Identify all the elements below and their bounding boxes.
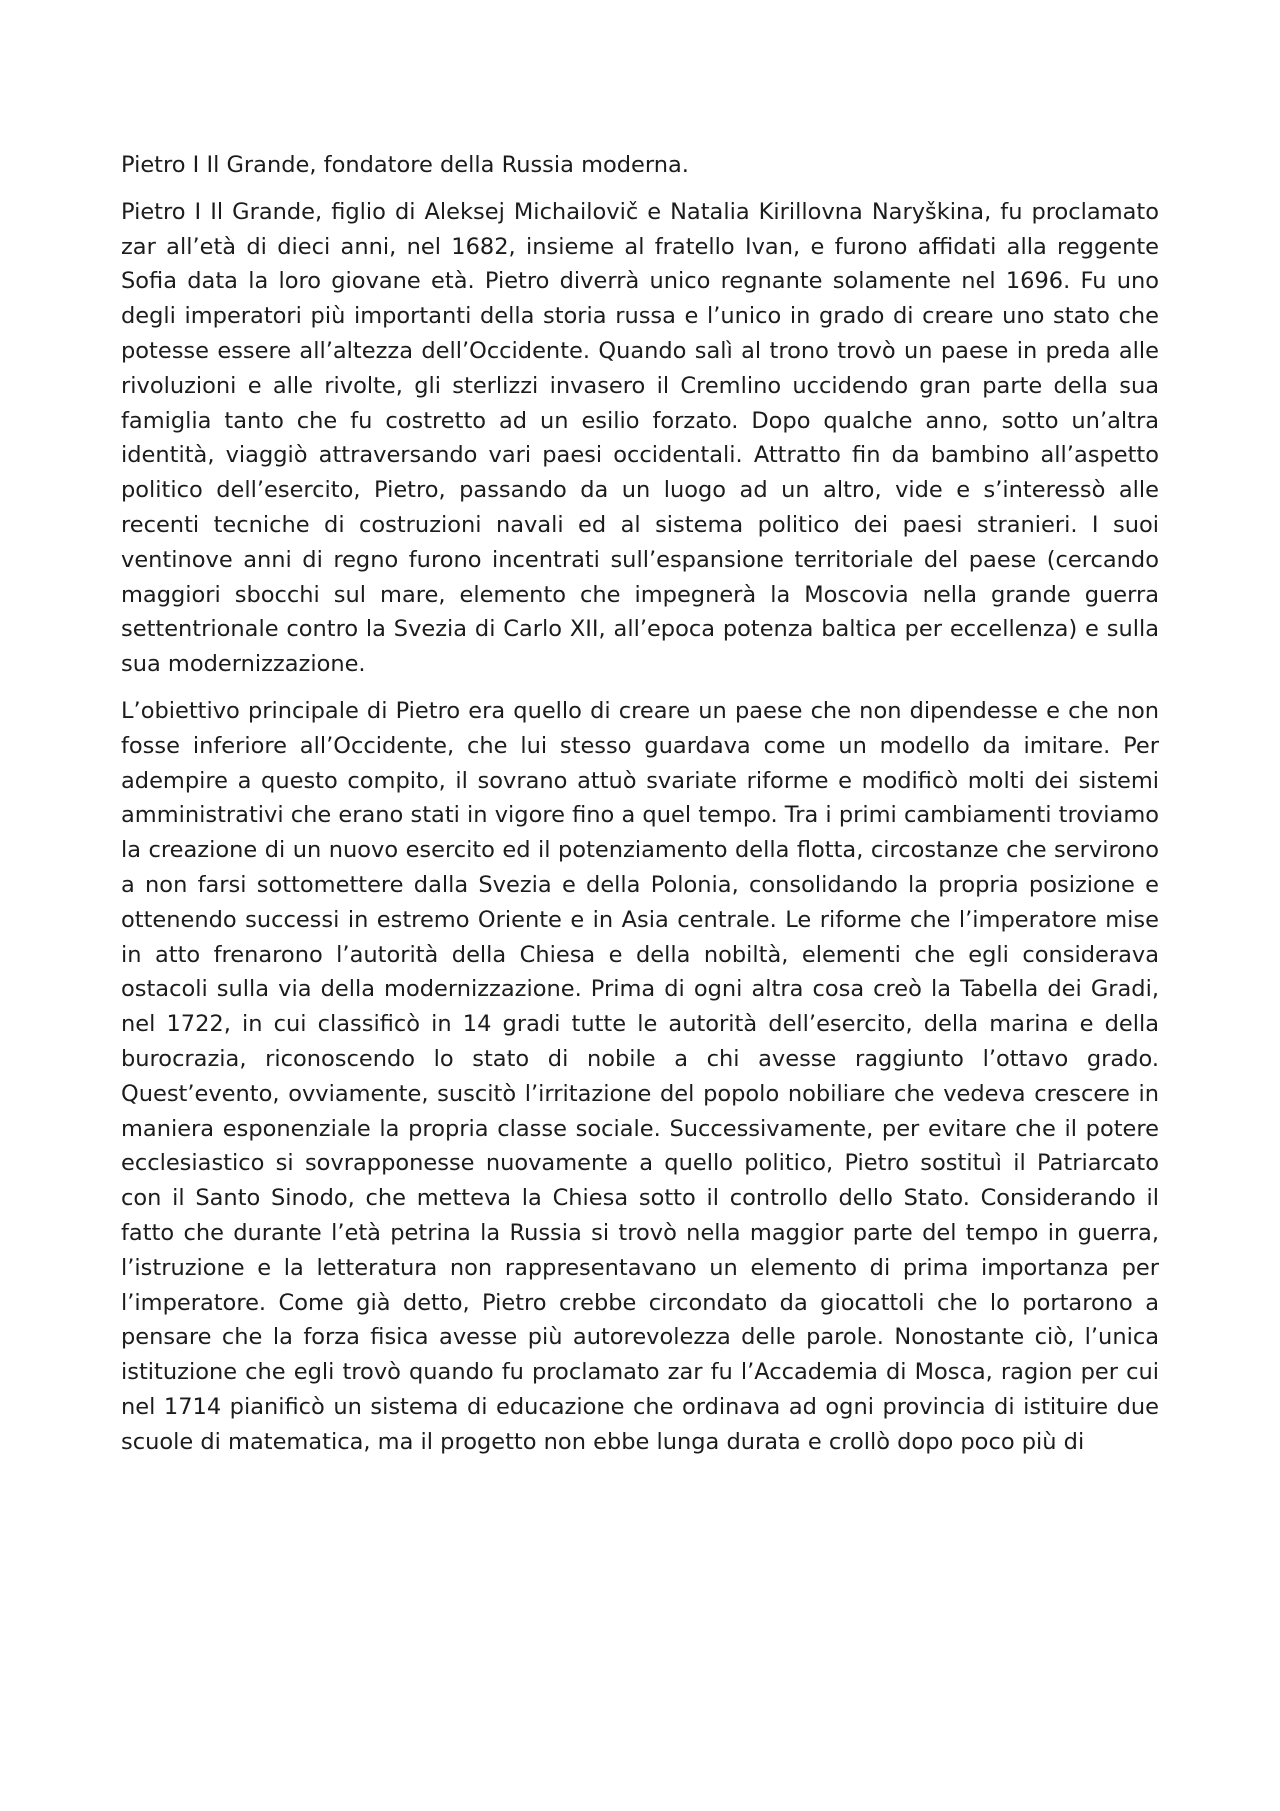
document-body [121,148,1159,1471]
paragraph-2: L’obiettivo principale di Pietro era quello di creare un paese che non dipendesse e che non fosse inferiore all’Occidente, che lui stesso guardava come un modello da imitare. Per adempire a questo compito, il sovrano attuò svariate riforme e modificò molti dei sistemi amministrativi che erano stati in vigore fino a quel tempo. Tra i primi cambiamenti troviamo la creazione di un nuovo esercito ed il potenziamento della flotta, circostanze che servirono a non farsi sottomettere dalla Svezia e della Polonia, consolidando la propria posizione e ottenendo successi in estremo Oriente e in Asia centrale. Le riforme che l’imperatore mise in atto frenarono l’autorità della Chiesa e della nobiltà, elementi che egli considerava ostacoli sulla via della modernizzazione. Prima di ogni altra cosa creò la Tabella dei Gradi, nel 1722, in cui classificò in 14 gradi tutte le autorità dell’esercito, della marina e della burocrazia, riconoscendo lo stato di nobile a chi avesse raggiunto l’ottavo grado. Quest’evento, ovviamente, suscitò l’irritazione del popolo nobiliare che vedeva crescere in maniera esponenziale la propria classe sociale. Successivamente, per evitare che il potere ecclesiastico si sovrapponesse nuovamente a quello politico, Pietro sostituì il Patriarcato con il Santo Sinodo, che metteva la Chiesa sotto il controllo dello Stato. Considerando il fatto che durante l’età petrina la Russia si trovò nella maggior parte del tempo in guerra, l’istruzione e la letteratura non rappresentavano un elemento di prima importanza per l’imperatore. Come già detto, Pietro crebbe circondato da giocattoli che lo portarono a pensare che la forza fisica avesse più autorevolezza delle parole. Nonostante ciò, l’unica istituzione che egli trovò quando fu proclamato zar fu l’Accademia di Mosca, ragion per cui nel 1714 pianificò un sistema di educazione che ordinava ad ogni provincia di istituire due scuole di matematica, ma il progetto non ebbe lunga durata e crollò dopo poco più di [121,697,1159,1455]
document-title: Pietro I Il Grande, fondatore della Russia moderna. [121,152,689,178]
paragraph-1: Pietro I Il Grande, figlio di Aleksej Michailovič e Natalia Kirillovna Naryškina, fu proclamato zar all’età di dieci anni, nel 1682, insieme al fratello Ivan, e furono affidati alla reggente Sofia data la loro giovane età. Pietro diverrà unico regnante solamente nel 1696. Fu uno degli imperatori più importanti della storia russa e l’unico in grado di creare uno stato che potesse essere all’altezza dell’Occidente. Quando salì al trono trovò un paese in preda alle rivoluzioni e alle rivolte, gli sterlizzi invasero il Cremlino uccidendo gran parte della sua famiglia tanto che fu costretto ad un esilio forzato. Dopo qualche anno, sotto un’altra identità, viaggiò attraversando vari paesi occidentali. Attratto fin da bambino all’aspetto politico dell’esercito, Pietro, passando da un luogo ad un altro, vide e s’interessò alle recenti tecniche di costruzioni navali ed al sistema politico dei paesi stranieri. I suoi ventinove anni di regno furono incentrati sull’espansione territoriale del paese (cercando maggiori sbocchi sul mare, elemento che impegnerà la Moscovia nella grande guerra settentrionale contro la Svezia di Carlo XII, all’epoca potenza baltica per eccellenza) e sulla sua modernizzazione. [121,198,1159,678]
